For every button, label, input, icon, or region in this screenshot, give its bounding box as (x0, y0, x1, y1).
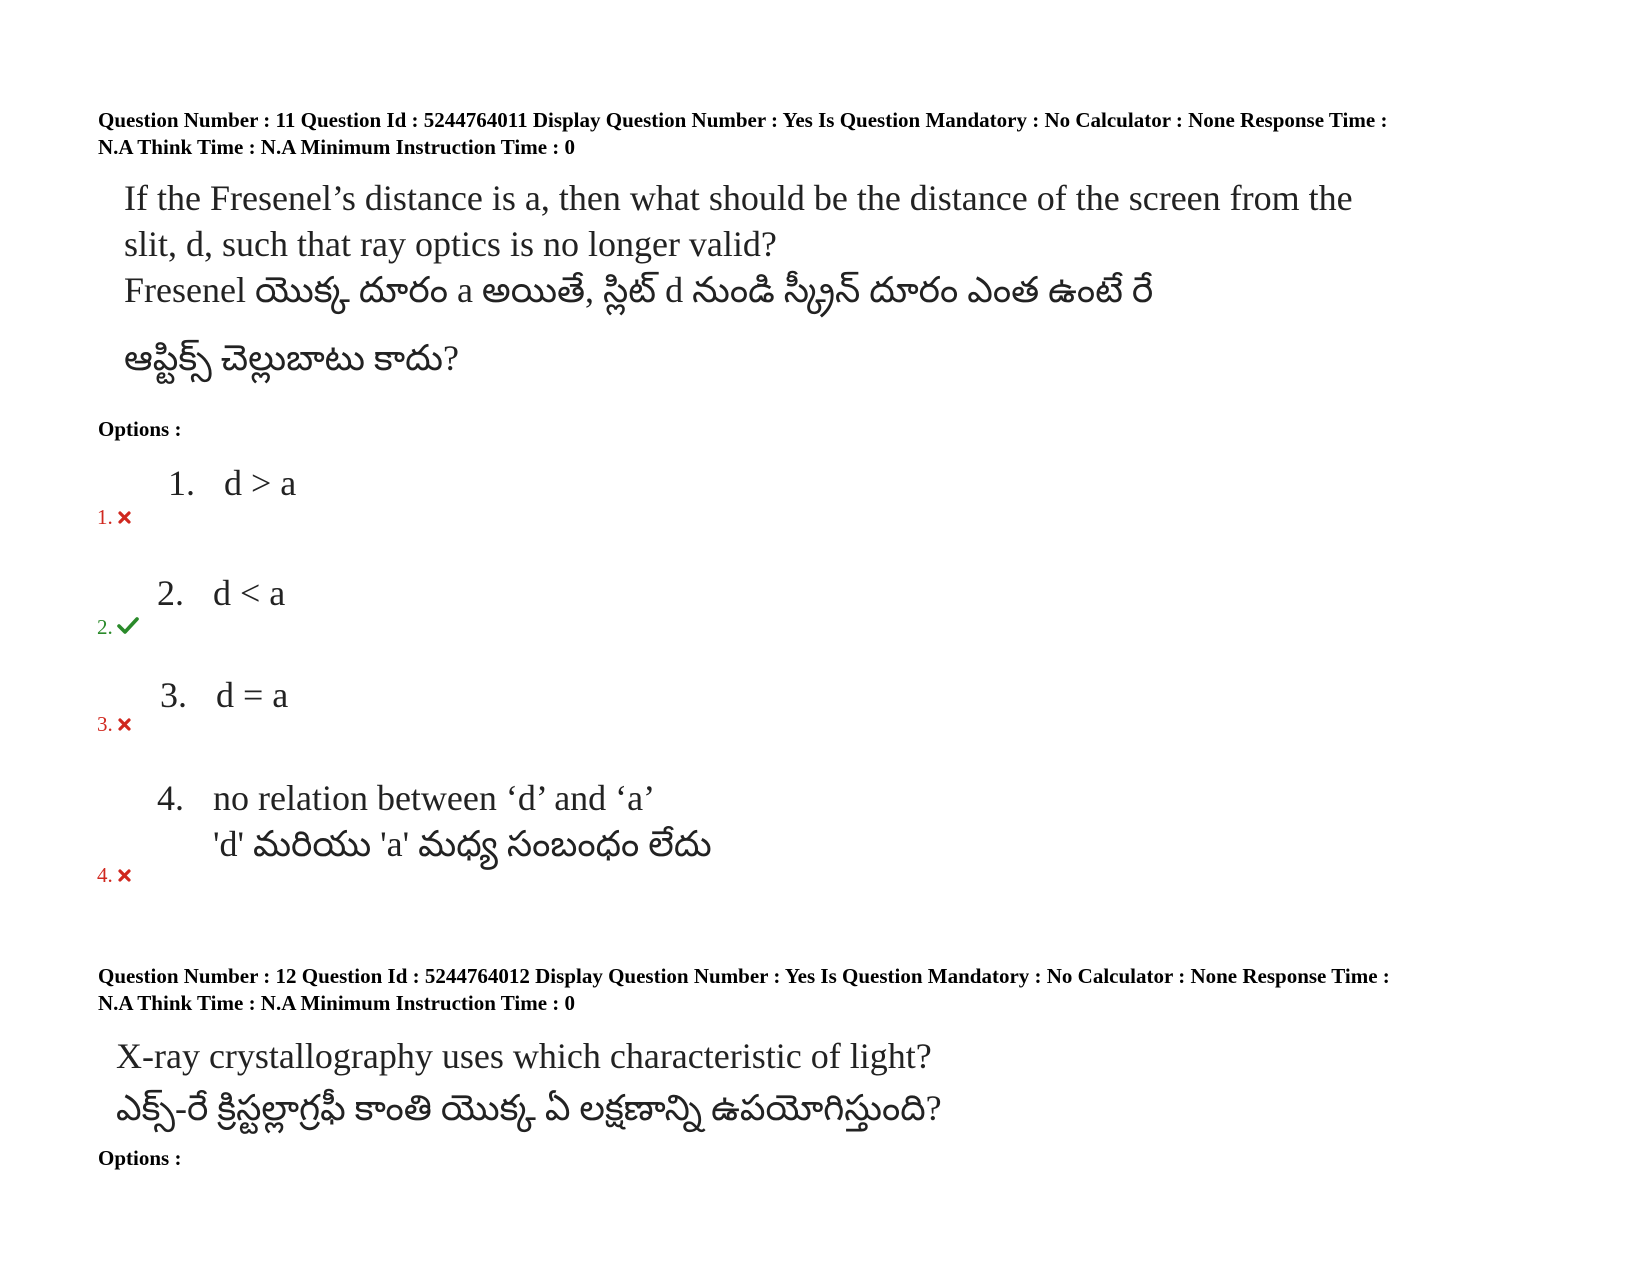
option-4-text-telugu: 'd' మరియు 'a' మధ్య సంబంధం లేదు (213, 824, 712, 864)
question-11-meta (98, 107, 1578, 161)
question-12-text (116, 1033, 942, 1131)
option-4-marker-label: 4. (97, 863, 113, 887)
check-icon (117, 617, 139, 635)
question-11-text-line2: slit, d, such that ray optics is no longer valid? (124, 224, 777, 264)
question-11-meta-line2: N.A Think Time : N.A Minimum Instruction Time : 0 (98, 135, 576, 159)
question-11-text-line1: If the Fresenel’s distance is a, then what should be the distance of the screen from the (124, 178, 1353, 218)
option-3-marker (97, 712, 132, 736)
option-2-content (157, 570, 285, 616)
option-1-number: 1. (168, 463, 195, 503)
question-12-meta-line1: Question Number : 12 Question Id : 5244764012 Display Question Number : Yes Is Question Mandatory : No Calculator : None Response Time : (98, 964, 1390, 988)
option-3-text: d = a (216, 675, 289, 715)
cross-icon (117, 510, 132, 525)
option-4-text: no relation between ‘d’ and ‘a’ (213, 778, 656, 818)
option-1-marker-label: 1. (97, 505, 113, 529)
question-11-options-label: Options : (98, 417, 182, 441)
option-3-content (160, 672, 288, 718)
option-1-text: d > a (224, 463, 297, 503)
option-4-number: 4. (157, 778, 184, 818)
option-2-marker-label: 2. (97, 615, 113, 639)
option-2-marker (97, 615, 139, 639)
option-3-number: 3. (160, 675, 187, 715)
option-3-marker-label: 3. (97, 712, 113, 736)
option-2-text: d < a (213, 573, 286, 613)
option-4-content (157, 775, 712, 867)
question-12-meta-line2: N.A Think Time : N.A Minimum Instruction Time : 0 (98, 991, 576, 1015)
question-11-text-line3: Fresenel యొక్క దూరం a అయితే, స్లిట్ d నుండి స్క్రీన్ దూరం ఎంత ఉంటే రే (124, 270, 1154, 310)
question-12-text-line1: X-ray crystallography uses which characteristic of light? (116, 1036, 932, 1076)
cross-icon (117, 717, 132, 732)
option-1-marker (97, 505, 132, 529)
question-12-options-label: Options : (98, 1146, 182, 1170)
option-4-marker (97, 863, 132, 887)
question-11-text (124, 175, 1353, 381)
question-11-meta-line1: Question Number : 11 Question Id : 5244764011 Display Question Number : Yes Is Question Mandatory : No Calculator : None Response Time : (98, 108, 1388, 132)
question-11-text-line4: ఆప్టిక్స్ చెల్లుబాటు కాదు? (124, 338, 459, 378)
question-12-text-line2: ఎక్స్-రే క్రిస్టల్లాగ్రఫీ కాంతి యొక్క ఏ లక్షణాన్ని ఉపయోగిస్తుంది? (116, 1088, 942, 1128)
option-2-number: 2. (157, 573, 184, 613)
question-12-meta (98, 963, 1578, 1017)
option-1-content (168, 460, 296, 506)
cross-icon (117, 868, 132, 883)
